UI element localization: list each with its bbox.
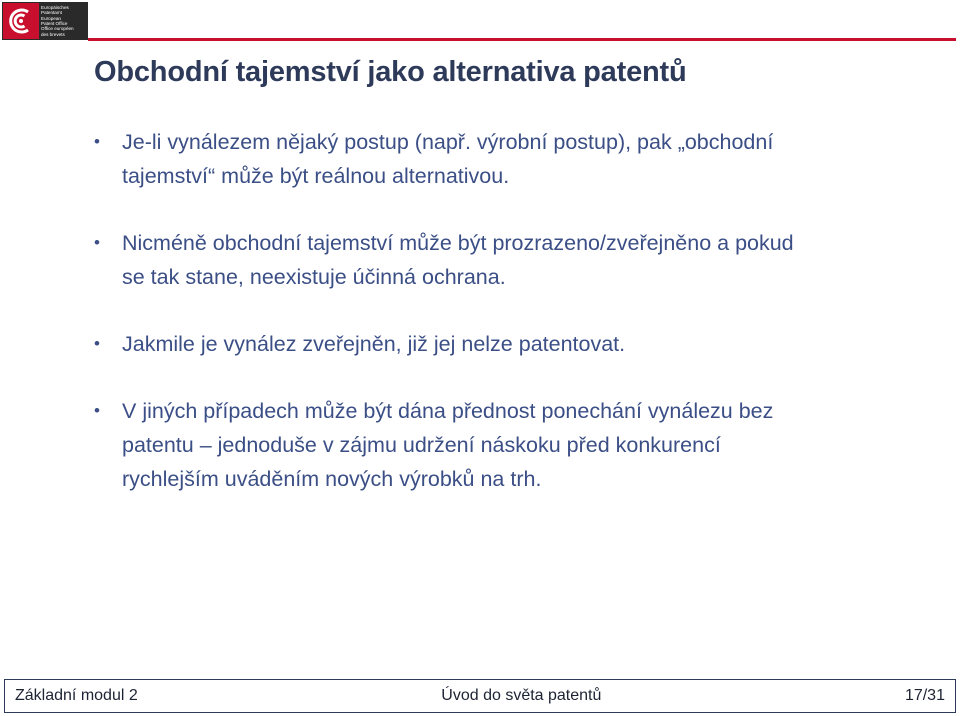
- logo-line: Patent Office: [41, 21, 68, 26]
- bullet-line: V jiných případech může být dána přednost ponechání vynálezu bez: [122, 399, 774, 423]
- bullet-item: [92, 226, 882, 294]
- bullet-line: tajemství“ může být reálnou alternativou.: [122, 164, 510, 188]
- bullet-line: Je-li vynálezem nějaký postup (např. výrobní postup), pak „obchodní: [122, 130, 774, 154]
- logo-line: Office européen: [41, 26, 74, 32]
- logo-line: European: [41, 15, 61, 21]
- bullet-item: [92, 327, 882, 361]
- footer-course: Úvod do světa patentů: [441, 687, 602, 704]
- bullet-line: rychlejším uváděním nových výrobků na trh.: [122, 467, 542, 491]
- bullet-line: Nicméně obchodní tajemství může být prozrazeno/zveřejněno a pokud: [122, 231, 794, 255]
- logo-wordmark: [41, 5, 74, 37]
- bullet-line: patentu – jednoduše v zájmu udržení náskoku před konkurencí: [122, 433, 721, 457]
- bullet-line: se tak stane, neexistuje účinná ochrana.: [122, 265, 506, 289]
- bullet-list: [92, 125, 882, 529]
- footer-page-number: 17/31: [904, 687, 945, 704]
- bullet-icon: •: [94, 132, 100, 151]
- bullet-icon: •: [94, 334, 100, 353]
- bullet-item: [92, 125, 882, 193]
- header-rule: [88, 38, 956, 41]
- slide-title: Obchodní tajemství jako alternativa patentů: [94, 56, 687, 88]
- bullet-item: [92, 394, 882, 496]
- logo-line: Patentamt: [41, 10, 62, 16]
- bullet-icon: •: [94, 233, 100, 252]
- logo-line: des brevets: [41, 31, 65, 37]
- footer-module: Základní modul 2: [15, 687, 138, 704]
- epo-logo-icon: [3, 3, 39, 39]
- epo-logo: [2, 2, 88, 40]
- bullet-line: Jakmile je vynález zveřejněn, již jej nelze patentovat.: [122, 332, 626, 356]
- logo-line: Europäisches: [41, 5, 69, 11]
- bullet-icon: •: [94, 401, 100, 420]
- slide-footer: [4, 679, 956, 713]
